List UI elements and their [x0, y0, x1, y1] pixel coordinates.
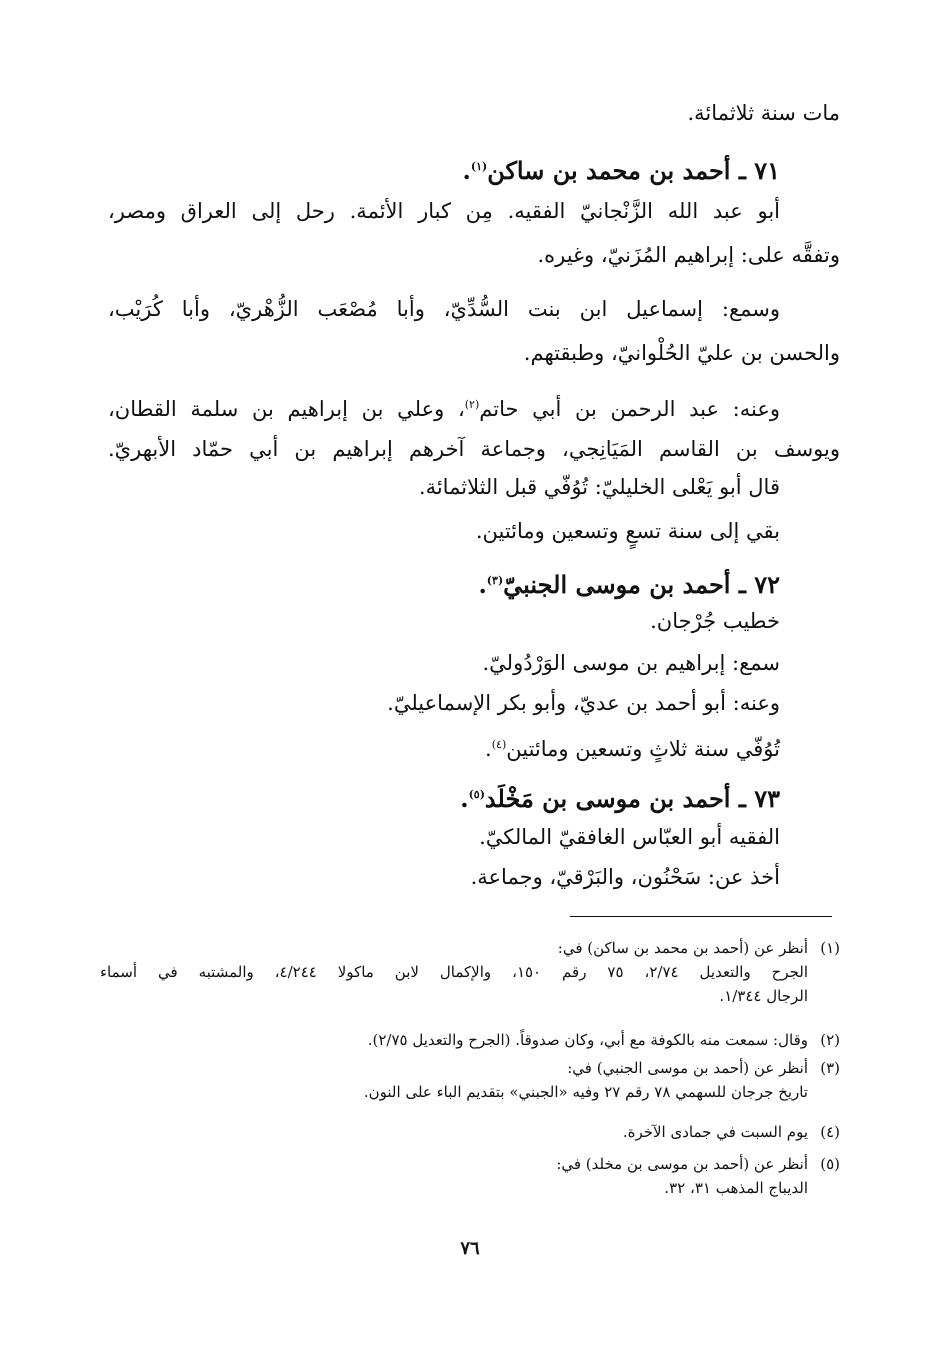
footnote-line	[100, 1120, 840, 1144]
footnote-number: (١)	[820, 939, 840, 957]
text-line: وسمع: إسماعيل ابن بنت السُّدِّيّ، وأبا مُصْعَب الزُّهْريّ، وأبا كُرَيْب،	[108, 297, 780, 321]
heading-end: .	[460, 784, 469, 813]
footnote-line: الجرح والتعديل ٢/٧٤، ٧٥ رقم ١٥٠، والإكمال لابن ماكولا ٤/٢٤٤، والمشتبه في أسماء	[100, 963, 809, 981]
footnote-text: أنظر عن (أحمد بن موسى الجنبي) في:	[567, 1059, 808, 1077]
entry-heading-73	[460, 780, 780, 814]
heading-end: .	[462, 156, 471, 185]
footnote-line: تاريخ جرجان للسهمي ٧٨ رقم ٢٧ وفيه «الجبني» بتقديم الباء على النون.	[363, 1083, 808, 1101]
footnote-2	[100, 1028, 840, 1052]
entry-heading-71	[463, 152, 780, 186]
heading-text: ٧١ ـ أحمد بن محمد بن ساكن	[487, 156, 780, 185]
footnote-line	[100, 1028, 840, 1052]
footnote-4	[100, 1120, 840, 1144]
footnote-line	[100, 1056, 840, 1080]
footnote-text: أنظر عن (أحمد بن موسى بن مخلد) في:	[556, 1155, 808, 1173]
footnote-5	[100, 1152, 840, 1200]
text-segment: ، وعلي بن إبراهيم بن سلمة القطان،	[108, 397, 465, 421]
text-segment: وعنه: عبد الرحمن بن أبي حاتم	[479, 397, 780, 421]
footnote-marker: (٤)	[491, 738, 507, 751]
text-line: أخذ عن: سَحْنُون، والبَرْقيّ، وجماعة.	[470, 865, 780, 889]
text-line: ويوسف بن القاسم المَيَانِجي، وجماعة آخرهم إبراهيم بن أبي حمّاد الأبهريّ.	[108, 437, 840, 461]
text-line: والحسن بن عليّ الحُلْوانيّ، وطبقتهم.	[523, 341, 840, 365]
text-line	[485, 730, 780, 764]
text-line: مات سنة ثلاثمائة.	[687, 101, 840, 125]
footnote-marker: (٥)	[468, 788, 485, 801]
footnote-1	[100, 936, 840, 1008]
footnote-marker: (١)	[470, 160, 488, 173]
text-line: أبو عبد الله الزَّنْجانيّ الفقيه. مِن كبار الأئمة. رحل إلى العراق ومصر،	[108, 199, 780, 223]
footnote-number: (٥)	[820, 1155, 840, 1173]
text-line	[108, 390, 780, 424]
footnote-number: (٣)	[820, 1059, 840, 1077]
footnote-separator	[570, 916, 832, 917]
footnote-3	[100, 1056, 840, 1104]
text-line: قال أبو يَعْلى الخليليّ: تُوُفّي قبل الثلاثمائة.	[418, 475, 780, 499]
text-line: وتفقَّه على: إبراهيم المُزَنيّ، وغيره.	[537, 243, 840, 267]
heading-text: ٧٢ ـ أحمد بن موسى الجنبيّ	[503, 570, 780, 599]
footnote-number: (٤)	[820, 1123, 840, 1141]
footnote-line: الرجال ١/٣٤٤.	[719, 987, 808, 1005]
heading-text: ٧٣ ـ أحمد بن موسى بن مَخْلَد	[484, 784, 780, 813]
footnote-text: يوم السبت في جمادى الآخرة.	[622, 1123, 808, 1141]
footnote-line: الديباج المذهب ٣١، ٣٢.	[664, 1179, 808, 1197]
footnote-text: أنظر عن (أحمد بن محمد بن ساكن) في:	[557, 939, 808, 957]
footnote-line	[100, 1152, 840, 1176]
footnote-number: (٢)	[820, 1031, 840, 1049]
footnote-marker: (٣)	[486, 574, 504, 587]
text-line: بقي إلى سنة تسعٍ وتسعين ومائتين.	[475, 519, 780, 543]
text-segment: .	[485, 737, 492, 761]
text-line: سمع: إبراهيم بن موسى الوَرْدُوليّ.	[482, 651, 780, 675]
footnote-line	[100, 936, 840, 960]
text-line: الفقيه أبو العبّاس الغافقيّ المالكيّ.	[479, 825, 780, 849]
heading-end: .	[478, 570, 487, 599]
entry-heading-72	[478, 566, 780, 600]
text-line: خطيب جُرْجان.	[650, 609, 780, 633]
page-number: ٧٦	[460, 1238, 480, 1259]
footnote-marker: (٢)	[464, 398, 480, 411]
text-segment: تُوُفّي سنة ثلاثٍ وتسعين ومائتين	[506, 737, 780, 761]
text-line: وعنه: أبو أحمد بن عديّ، وأبو بكر الإسماعيليّ.	[387, 691, 780, 715]
footnote-text: وقال: سمعت منه بالكوفة مع أبي، وكان صدوقاً. (الجرح والتعديل ٢/٧٥).	[367, 1031, 808, 1049]
